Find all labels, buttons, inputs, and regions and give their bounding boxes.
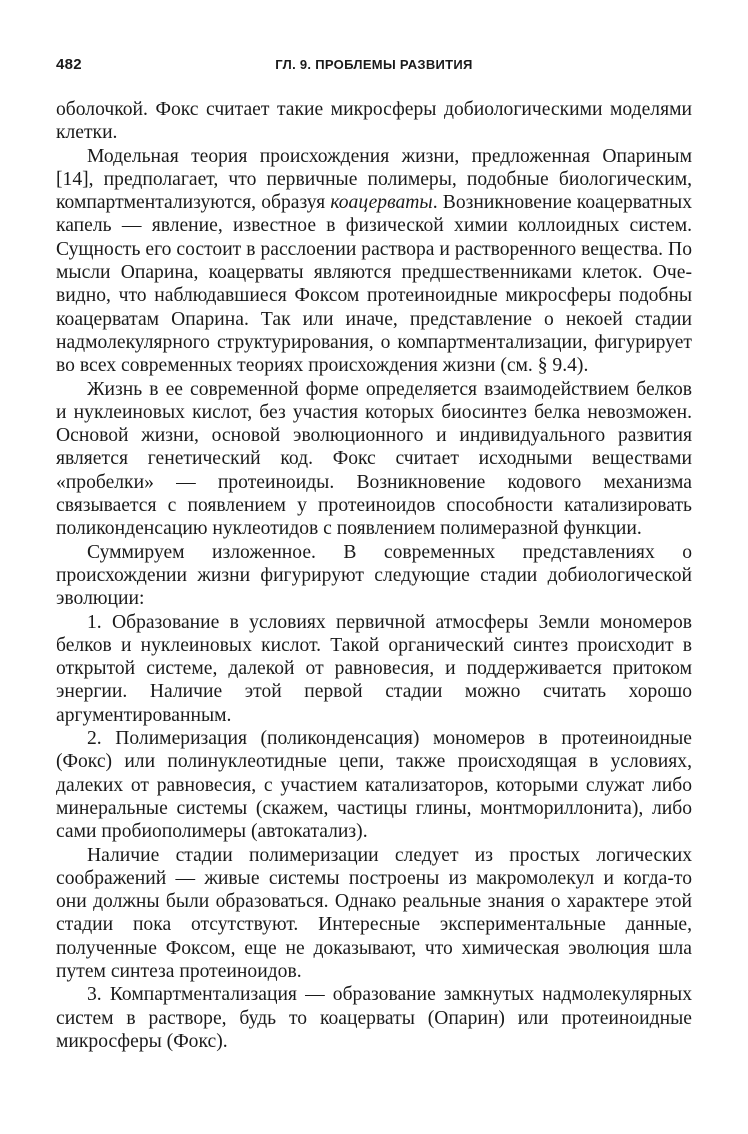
paragraph-text: оболочкой. Фокс считает такие микросферы добиологическими моделями клетки. bbox=[56, 99, 692, 144]
running-head: ГЛ. 9. ПРОБЛЕМЫ РАЗВИТИЯ bbox=[275, 57, 473, 72]
page-number: 482 bbox=[56, 56, 82, 73]
paragraph-text: 1. Образование в условиях первичной атмосферы Земли мономеров белков и нуклеиновых кислот. Такой органический синтез происходит в открытой системе, далекой от равновесия, и поддерживается притоком энергии. Наличие этой первой стадии можно считать хорошо аргументированным. bbox=[56, 611, 692, 726]
paragraph-summary bbox=[56, 541, 692, 611]
paragraph-polymerization bbox=[56, 844, 692, 984]
book-page bbox=[56, 50, 692, 1053]
paragraph-text: Жизнь в ее современной форме определяется взаимодействием белков и нуклеиновых кислот, без участия которых биосинтез белка невозможен. Основой жизни, основой эволюционного и индивидуального развития является генетический код. Фокс считает исходными веществами «пробелки» — протеиноиды. Возникновение кодового механизма связывается с появлением у протеиноидов способности катализировать поликонденсацию нуклеотидов с появлением полимеразной функции. bbox=[56, 378, 692, 540]
body-text bbox=[56, 98, 692, 1053]
page-header bbox=[56, 50, 692, 76]
paragraph-coacervate-theory bbox=[56, 145, 692, 378]
paragraph-text-after-term: . Возникновение коацерватных капель — явление, известное в физической химии коллоидных систем. Сущность его состоит в расслоении раствора и растворенного вещества. По мысли Опарина, коацерваты являются предшественниками клеток. Очевидно, что наблюдавшиеся Фоксом протеиноидные микросферы подобны коацерватам Опарина. Так или иначе, представление о некоей стадии надмолекулярного структурирования, о компартментализации, фигурирует во всех современных теориях происхождения жизни (см. § 9.4). bbox=[56, 192, 692, 377]
paragraph-text: Суммируем изложенное. В современных представлениях о происхождении жизни фигурируют следующие стадии добиологической эволюции: bbox=[56, 541, 692, 610]
paragraph-text: 3. Компартментализация — образование замкнутых надмолекулярных систем в растворе, будь то коацерваты (Опарин) или протеиноидные микросферы (Фокс). bbox=[56, 984, 692, 1052]
italic-term-coacervates: коацерваты bbox=[330, 192, 433, 214]
paragraph-text: Наличие стадии полимеризации следует из простых логических соображений — живые системы построены из макромолекул и когда-то они должны были образоваться. Однако реальные знания о характере этой стадии пока отсутствуют. Интересные экспериментальные данные, полученные Фоксом, еще не доказывают, что химическая эволюция шла путем синтеза протеиноидов. bbox=[56, 844, 692, 982]
paragraph-genetic-code bbox=[56, 378, 692, 541]
list-item-stage-2 bbox=[56, 727, 692, 843]
paragraph-continuation bbox=[56, 98, 692, 145]
paragraph-text-before-term: Модельная теория происхождения жизни, предложенная Опариным [14], предполагает, что первичные полимеры, подобные биологическим, компартментализуются, образуя bbox=[56, 145, 692, 214]
list-item-stage-3 bbox=[56, 983, 692, 1053]
list-item-stage-1 bbox=[56, 611, 692, 727]
paragraph-text: 2. Полимеризация (поликонденсация) мономеров в протеиноидные (Фокс) или полинуклеотидные цепи, также происходящая в условиях, далеких от равновесия, с участием катализаторов, которыми служат либо минеральные системы (скажем, частицы глины, монтмориллонита), либо сами пробиополимеры (автокатализ). bbox=[56, 728, 692, 843]
